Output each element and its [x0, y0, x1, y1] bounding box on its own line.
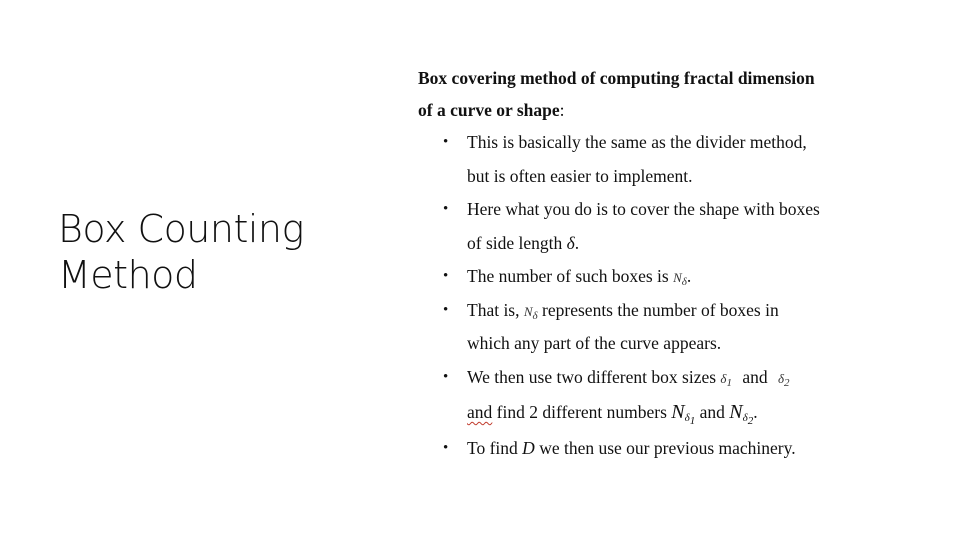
bullet-item-that-is: [418, 294, 868, 361]
bullet-5-line-1: [467, 361, 868, 395]
bullet-3-text: The number of such boxes is: [467, 266, 674, 286]
heading-line-1: Box covering method of computing fractal dimension: [418, 68, 815, 88]
n-delta-1-symbol: [671, 401, 696, 427]
bullet-item-number-of-boxes: [418, 260, 868, 294]
bullet-2-period: .: [574, 232, 580, 253]
n-symbol: N: [523, 303, 533, 319]
n-delta-symbol: [673, 270, 687, 288]
bullet-6-line-1: [467, 432, 868, 466]
bullet-6-text-b: we then use our previous machinery.: [534, 438, 796, 458]
delta-subscript: δ: [742, 412, 748, 424]
heading-colon: :: [559, 100, 565, 120]
delta-subscript: δ: [684, 412, 690, 424]
bullet-icon: •: [443, 440, 449, 456]
content-image: [418, 62, 868, 466]
bullet-item-two-box-sizes: [418, 361, 868, 433]
n-symbol: N: [671, 401, 685, 423]
bullet-4-line-1: [467, 294, 868, 328]
bullet-5-and-2: and: [695, 402, 730, 422]
bullet-icon: •: [443, 368, 449, 385]
bullet-1-line-2: but is often easier to implement.: [467, 165, 693, 186]
bullet-icon: •: [443, 268, 449, 284]
delta-subscript: δ: [681, 276, 687, 288]
delta-2-symbol: [778, 370, 790, 389]
subscript-1: 1: [689, 415, 696, 427]
bullet-5-line-2-text: find 2 different numbers: [492, 402, 672, 422]
bullet-2-line-2: [467, 227, 868, 261]
subscript-2: 2: [784, 376, 790, 389]
heading-line-2-text: of a curve or shape: [418, 100, 560, 120]
subscript-2: 2: [747, 415, 754, 427]
spellcheck-underlined-and: and: [467, 402, 493, 422]
delta-symbol: δ: [778, 370, 785, 386]
bullet-2-line-2-text: of side length: [467, 232, 567, 253]
slide-title-line-2: Method: [58, 253, 198, 297]
bullet-3-period: .: [686, 266, 692, 286]
bullet-4-text-b: represents the number of boxes in: [537, 299, 779, 320]
bullet-6-text-a: To find: [467, 438, 523, 458]
bullet-5-period: .: [753, 402, 758, 422]
bullet-5-line-2: [467, 394, 868, 432]
bullet-icon: •: [443, 301, 449, 318]
delta-1-symbol: [720, 370, 732, 389]
bullet-5-text: We then use two different box sizes: [467, 366, 721, 387]
n-symbol: N: [729, 401, 743, 423]
delta-symbol: δ: [720, 370, 727, 386]
subscript-1: 1: [726, 376, 732, 389]
bullet-list: [418, 126, 868, 466]
bullet-icon: •: [443, 134, 449, 150]
bullet-4-line-2: which any part of the curve appears.: [467, 333, 722, 353]
bullet-1-line-1: This is basically the same as the divider method,: [467, 132, 807, 152]
n-delta-2-symbol: [729, 401, 754, 427]
heading-line-2: [418, 94, 868, 126]
bullet-3-line-1: [467, 260, 868, 294]
n-delta-symbol: [523, 303, 538, 322]
bullet-icon: •: [443, 201, 449, 217]
bullet-item-find-d: [418, 432, 868, 466]
bullet-item-cover-shape: [418, 193, 868, 260]
bullet-5-and: and: [737, 366, 772, 387]
n-symbol: N: [673, 270, 682, 285]
delta-subscript: δ: [532, 309, 538, 322]
bullet-2-line-1: Here what you do is to cover the shape with boxes: [467, 199, 820, 219]
slide-title: [58, 206, 304, 298]
bullet-item-divider-method: [418, 126, 868, 193]
delta-symbol: δ: [566, 232, 575, 253]
slide-title-line-1: Box Counting: [58, 207, 304, 251]
content-heading: [418, 62, 868, 126]
d-symbol: D: [522, 438, 535, 458]
bullet-4-text-a: That is,: [467, 299, 524, 320]
